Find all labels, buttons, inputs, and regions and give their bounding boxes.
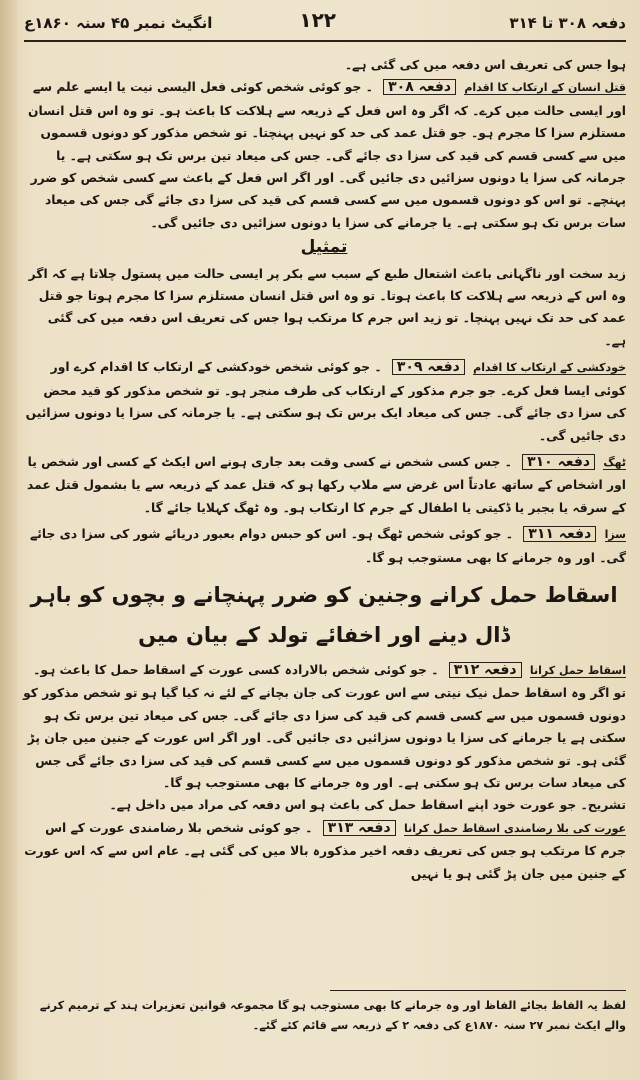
section-311	[22, 523, 626, 569]
page-number: ۱۲۲	[299, 8, 336, 32]
section-310-heading: دفعہ ۳۱۰	[522, 454, 595, 470]
page-body	[22, 54, 626, 1080]
section-308-heading: دفعہ ۳۰۸	[383, 79, 456, 95]
section-312-side-note: اسقاط حمل کرانا	[529, 663, 626, 677]
section-309-side-note: خودکشی کے ارتکاب کا اقدام	[473, 361, 626, 375]
section-309	[22, 356, 626, 447]
section-313-text: ۔ جو کوئی شخص بلا رضامندی عورت کے اس جرم کا مرتکب ہو جس کی تعریف دفعہ اخیر مذکورہ بالا میں کی گئی ہے۔ عام اس سے کہ اس عورت کے جنین میں جان پڑ گئی ہو یا نہیں	[24, 820, 626, 881]
header-act-title: انگیٹ نمبر ۴۵ سنہ ۱۸۶۰ع	[24, 14, 213, 32]
section-311-heading: دفعہ ۳۱۱	[523, 526, 596, 542]
section-313	[22, 817, 626, 885]
section-311-text: ۔ جو کوئی شخص ٹھگ ہو۔ اس کو حبس دوام بعبور دریائے شور کی سزا دی جائے گی۔ اور وہ جرمانے کا بھی مستوجب ہو گا۔	[30, 527, 626, 565]
section-308-side-note: قتل انسان کے ارتکاب کا اقدام	[464, 81, 626, 95]
illustration-text: زید سخت اور ناگہانی باعث اشتعال طبع کے سبب سے بکر پر ایسی حالت میں پستول چلاتا ہے کہ اگر وہ اس کے ذریعہ سے ہلاکت کا باعث ہوتا۔ تو وہ اس قتل انسان مستلزم سزا کا مجرم ہوتا جو قتل عمد کی حد تک نہیں پہنچا۔ تو زید اس جرم کا مرتکب ہوا جس کی تعریف اس دفعہ میں کی گئی ہے۔	[28, 266, 626, 348]
footnote-rule	[330, 990, 626, 991]
explanation-text: تشریح۔ جو عورت خود اپنے اسقاط حمل کی باعث ہو اس دفعہ کی مراد میں داخل ہے۔	[109, 798, 626, 813]
section-313-side-note: عورت کی بلا رضامندی اسقاط حمل کرانا	[403, 821, 626, 835]
header-rule	[24, 40, 626, 42]
section-308-text: ۔ جو کوئی شخص کوئی فعل الیسی نیت یا ایسے علم سے اور ایسی حالت میں کرے۔ کہ اگر وہ اس فعل کے ذریعہ سے ہلاکت کا باعث ہو۔ تو وہ اس قتل انسان مستلزم سزا کا مجرم ہو۔ جو قتل عمد کی حد کو نہیں پہنچتا۔ تو شخص مذکور کو دونوں قسموں میں سے کسی قسم کی قید کی سزا دی جائے گی۔ جس کی میعاد تین برس تک ہو سکتی ہے۔ یا جرمانہ کی سزا یا دونوں سزائیں دی جائیں گی۔ اور اگر اس فعل کے باعث سے کسی شخص کو ضرر پہنچے۔ تو اس کو دونوں قسموں میں سے کسی قسم کی قید کی سزا دی جائے گی جس کی میعاد سات برس تک ہو سکتی ہے۔ یا جرمانے کی سزا یا دونوں سزائیں دی جائیں گی۔	[28, 80, 626, 230]
illustration-title: تمثیل	[300, 237, 348, 258]
section-310	[22, 451, 626, 519]
section-313-heading: دفعہ ۳۱۳	[323, 820, 396, 836]
header-section-range: دفعہ ۳۰۸ تا ۳۱۴	[509, 14, 626, 32]
section-310-text: ۔ جس کسی شخص نے کسی وقت بعد جاری ہونے اس ایکٹ کے کسی اور شخص یا اور اشخاص کے ساتھ عادتاً اس غرض سے ملاپ رکھا ہو کہ قتل عمد کے ذریعہ سے یا بشمول قتل عمد کے سرقہ یا بجبر یا ڈکیتی یا اطفال کے جرم کا ارتکاب ہو۔ وہ ٹھگ کہلایا جائے گا۔	[27, 454, 626, 515]
chapter-banner-heading: اسقاط حمل کرانے وجنین کو ضرر پہنچانے و بچوں کو باہر ڈال دینے اور اخفائے تولد کے بیان میں	[30, 582, 618, 647]
section-310-side-note: ٹھگ	[603, 455, 626, 469]
section-312-heading: دفعہ ۳۱۲	[449, 662, 522, 678]
section-312-text: ۔ جو کوئی شخص بالارادہ کسی عورت کے اسقاط حمل کا باعث ہو۔ تو اگر وہ اسقاط حمل نیک نیتی سے اس عورت کی جان بچانے کے لئے نہ کیا گیا ہو تو شخص مذکور کو دونوں قسموں میں سے کسی قسم کی قید کی سزا دی جائے گی۔ جس کی میعاد تین برس تک ہو سکتی ہے یا جرمانے کی سزا یا دونوں سزائیں دی جائیں گی۔ اور اگر اس عورت کے جنین میں جان پڑ گئی ہو۔ تو شخص مذکور کو دونوں قسموں میں سے کسی قسم کی قید کی سزا دی جائے گی جس کی میعاد سات برس تک ہو سکتی ہے۔ اور وہ جرمانے کا بھی مستوجب ہو گا۔	[23, 662, 626, 790]
lead-line: ہوا جس کی تعریف اس دفعہ میں کی گئی ہے۔	[344, 58, 626, 72]
page-header	[24, 8, 626, 38]
footnote: لفظ یہ الفاظ بجائے الفاظ اور وہ جرمانے کا بھی مستوجب ہو گا مجموعہ قوانین تعزیرات ہند کے ترمیم کرنے والے ایکٹ نمبر ۲۷ سنہ ۱۸۷۰ع کی دفعہ ۲ کے ذریعہ سے قائم کئے گئے۔	[39, 999, 626, 1032]
section-308	[22, 76, 626, 234]
page-binding-edge	[0, 0, 18, 1080]
section-309-text: ۔ جو کوئی شخص خودکشی کے ارتکاب کا اقدام کرے اور کوئی ایسا فعل کرے۔ جو جرم مذکور کے ارتکاب کی طرف منجر ہو۔ تو شخص مذکور کو قید محض کی سزا دی جائے گی۔ جس کی میعاد ایک برس تک ہو سکتی ہے۔ یا جرمانہ کی سزا یا دونوں سزائیں دی جائیں گی۔	[25, 360, 626, 443]
section-311-side-note: سزا	[604, 528, 626, 542]
section-309-heading: دفعہ ۳۰۹	[392, 359, 465, 375]
section-312	[22, 659, 626, 794]
